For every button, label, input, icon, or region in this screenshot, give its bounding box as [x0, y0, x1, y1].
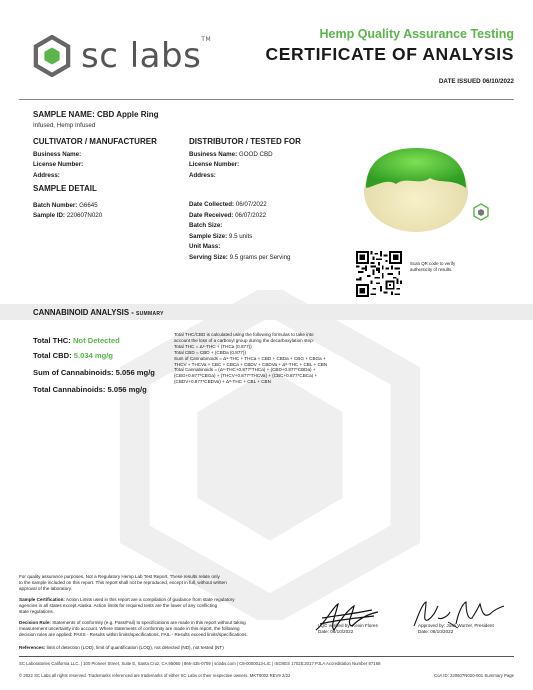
product-photo — [360, 144, 472, 234]
sample-info — [33, 110, 158, 131]
total-thc: Total THC: Not Detected — [33, 336, 120, 345]
total-cannabinoids: Total Cannabinoids: 5.056 mg/g — [33, 385, 147, 394]
hexagon-logo-icon — [33, 35, 71, 77]
qr-caption: Scan QR code to verify authenticity of results. — [410, 261, 456, 272]
sample-detail-heading: SAMPLE DETAIL — [33, 184, 97, 193]
decision-rule: Decision Rule: Statements of conformity (e.g. Pass/Fail) to specifications are made in this report without taking measurement uncertainty into account. Where statements of conformity are made in this report, the following decision rules are applied: PASS - Results within limits/specifications, FAIL - Results exceed limits/specifications. — [19, 620, 248, 637]
qr-code[interactable] — [356, 251, 402, 297]
qa-note: For quality assurance purposes. Not a Regulatory Hemp Lab Test Report. These results relate only to the sample included on this report. This report shall not be reproduced, except in full, without written approval of the laboratory. — [19, 574, 227, 591]
verified-badge-icon — [473, 203, 489, 221]
footer-copyright: © 2022 SC Labs all rights reserved. Trademarks referenced are trademarks of either SC Labs or their respective owners. MKT0002 REV9 2/22 — [19, 673, 291, 678]
total-thc-value: Not Detected — [72, 336, 120, 345]
cannabinoid-section-title: CANNABINOID ANALYSIS - SUMMARY — [33, 308, 164, 317]
sample-certification: Sample Certification: Action Limits used in this report are a compilation of guidance from state regulatory agencies in all states except Alaska. Action limits for required tests are the lower of any conflicting state regulations. — [19, 597, 235, 614]
cultivator-section: CULTIVATOR / MANUFACTURER Business Name: License Number: Address: — [33, 137, 157, 179]
verified-by: LQC verified by: Kevin Flores Date: 06/10/2022 — [318, 623, 378, 634]
approved-by: Approved by: Josh Wurzer, President Date: 06/10/2022 — [418, 623, 494, 634]
date-issued: DATE ISSUED 06/10/2022 — [438, 78, 514, 85]
distributor-heading: DISTRIBUTOR / TESTED FOR — [189, 137, 301, 146]
references: References: limit of detection (LOD), limit of quantification (LOQ), not detected (ND), not tested (NT) — [19, 645, 224, 650]
footer-address: SC Laboratories California LLC. | 100 Pioneer Street, Suite E, Santa Cruz, CA 95060 | 866-435-0709 | sclabs.com | C8-0000013-LIC | ISO/IES 17025:2017 PJLA Accreditation Number 87168 — [19, 661, 381, 666]
report-header — [266, 27, 514, 85]
report-subtitle: Hemp Quality Assurance Testing — [319, 27, 514, 41]
header-divider — [19, 99, 514, 100]
brand-name: sc labs™ — [81, 36, 212, 76]
cultivator-heading: CULTIVATOR / MANUFACTURER — [33, 137, 157, 146]
total-cbd-value: 5.034 mg/g — [73, 351, 114, 360]
footer-divider — [19, 656, 514, 657]
distributor-section: DISTRIBUTOR / TESTED FOR Business Name: GOOD CBD License Number: Address: — [189, 137, 301, 179]
total-cbd: Total CBD: 5.034 mg/g — [33, 351, 114, 360]
sum-of-cannabinoids: Sum of Cannabinoids: 5.056 mg/g — [33, 368, 155, 377]
footer-coa-id: CoA ID: 220607N020-001 Summary Page — [433, 673, 514, 678]
sample-type: Infused, Hemp Infused — [33, 121, 96, 129]
report-title: CERTIFICATE OF ANALYSIS — [265, 44, 514, 64]
sample-name: SAMPLE NAME: CBD Apple Ring — [33, 110, 159, 119]
formula-notes: Total THC/CBD is calculated using the following formulas to take into account the loss of a carboxyl group during the decarboxylation step: Total THC = Δ⁹-THC + (THCa (0.877)) Total CBD = CBD + (CBDa (0.877)) Sum of Cannabinoids = Δ⁹-THC + THCa + CBD + CBDa + CBG + CBGa + THCV + THCVa + CBC + CBCa + CBDV + CBDVa + Δ⁸-THC + CBL + CBN Total Cannabinoids = (Δ⁹-THC+0.877*THCa) + (CBD+0.877*CBDa) + (CBG+0.877*CBGa) + (THCV+0.877*THCVa) + (CBC+0.877*CBCa) + (CBDV+0.877*CBDVa) + Δ⁸-THC + CBL + CBN — [174, 332, 328, 385]
sc-labs-logo — [33, 35, 211, 77]
dates-section: Date Collected: 06/07/2022 Date Received: 06/07/2022 Batch Size: Sample Size: 9.5 units Unit Mass: Serving Size: 9.5 grams per Serving — [189, 201, 291, 261]
sample-detail-section: SAMPLE DETAIL Batch Number: G6645 Sample ID: 220607N020 — [33, 184, 103, 219]
